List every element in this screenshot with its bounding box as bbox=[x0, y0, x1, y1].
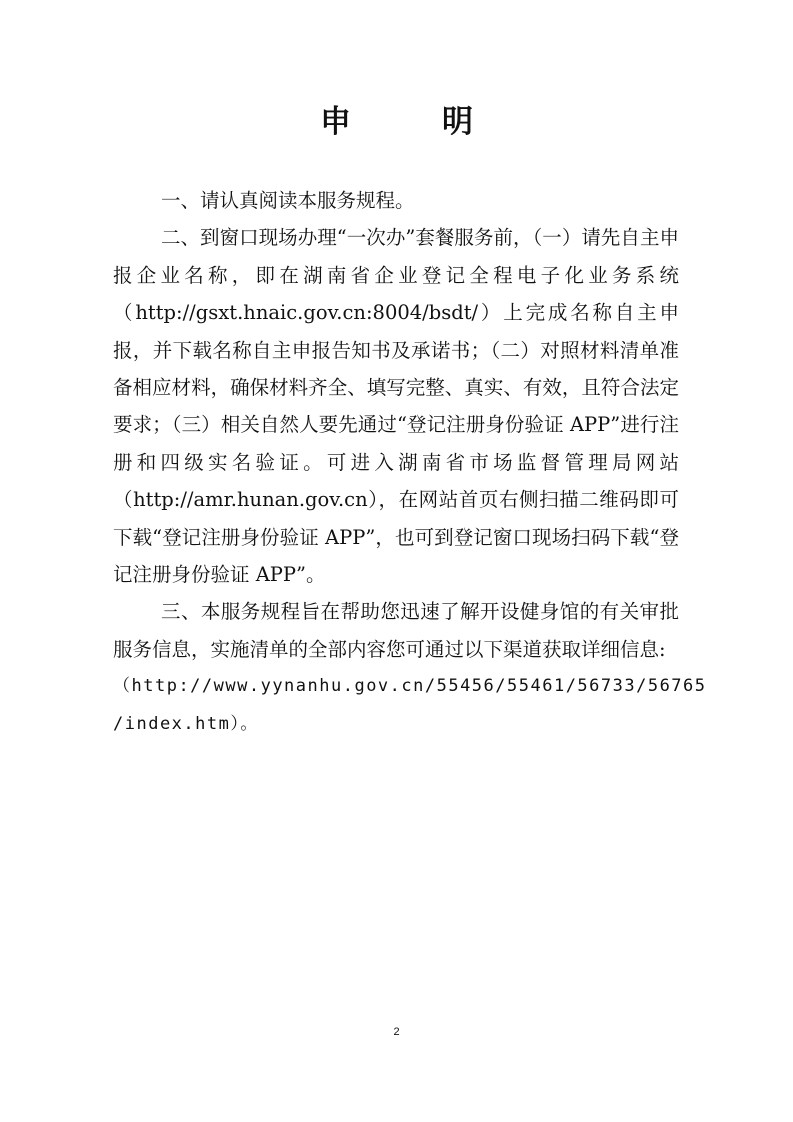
info-url-line-2: /index.htm）。 bbox=[113, 713, 259, 734]
statement-item-3: 三、本服务规程旨在帮助您迅速了解开设健身馆的有关审批服务信息，实施清单的全部内容您可通过以下渠道获取详细信息: bbox=[113, 600, 679, 661]
statement-item-1: 一、请认真阅读本服务规程。 bbox=[161, 189, 415, 212]
info-url-line-1: （http://www.yynanhu.gov.cn/55456/55461/56733/56765 bbox=[113, 676, 707, 697]
page-title: 申 明 bbox=[320, 104, 503, 140]
page-number: 2 bbox=[393, 1026, 400, 1038]
statement-item-2: 二、到窗口现场办理“一次办”套餐服务前，（一）请先自主申报企业名称，即在湖南省企业登记全程电子化业务系统（http://gsxt.hnaic.gov.cn:8004/bsdt/）上完成名称自主申报，并下载名称自主申报告知书及承诺书；（二）对照材料清单准备相应材料，确保材料齐全、填写完整、真实、有效，且符合法定要求；（三）相关自然人要先通过“登记注册身份验证 APP”进行注册和四级实名验证。可进入湖南省市场监督管理局网站（http://amr.hunan.gov.cn），在网站首页右侧扫描二维码即可下载“登记注册身份验证 APP”，也可到登记窗口现场扫码下载“登记注册身份验证 APP”。 bbox=[113, 226, 679, 587]
document-body bbox=[113, 182, 707, 743]
